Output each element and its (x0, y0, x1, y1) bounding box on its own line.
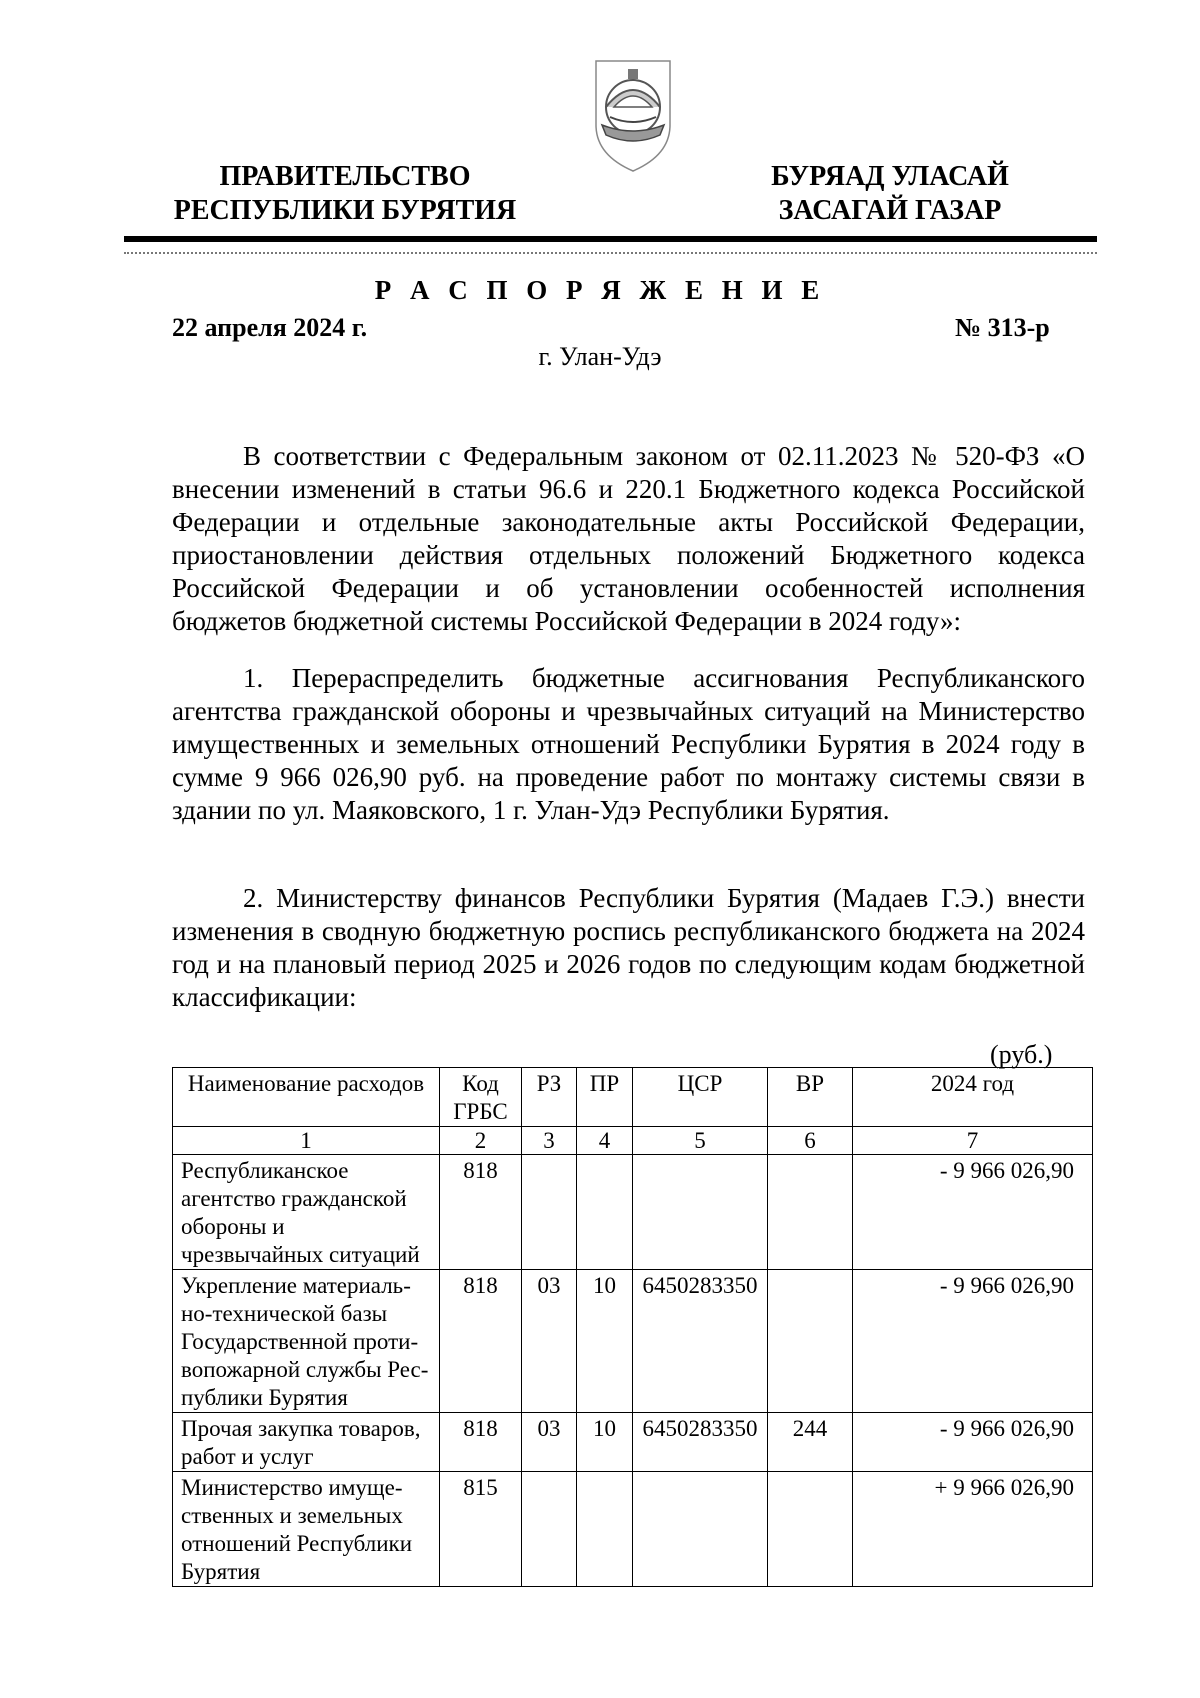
rz-cell: 03 (522, 1413, 577, 1472)
header-divider-thin (124, 252, 1097, 254)
grbs-cell: 818 (440, 1270, 522, 1413)
government-name-buryat (740, 160, 1040, 228)
pr-cell (577, 1155, 633, 1270)
column-number: 6 (768, 1127, 853, 1155)
table-unit-label: (руб.) (990, 1040, 1053, 1069)
table-row (173, 1270, 1093, 1413)
column-number: 3 (522, 1127, 577, 1155)
header-divider-thick (124, 236, 1097, 242)
expense-name-cell: Министерство имущественных и земельных отношений Республики Бурятия (173, 1472, 440, 1587)
government-name-russian (160, 160, 530, 228)
vr-cell (768, 1472, 853, 1587)
budget-table (172, 1067, 1093, 1587)
column-number: 7 (853, 1127, 1093, 1155)
clause-1-paragraph: 1. Перераспределить бюджетные ассигнования Республиканского агентства гражданской обороны и чрезвычайных ситуаций на Министерство имущественных и земельных отношений Республики Бурятия в 2024 году в сумме 9 966 026,90 руб. на проведение работ по монтажу системы связи в здании по ул. Маяковского, 1 г. Улан-Удэ Республики Бурятия. (172, 663, 1085, 825)
vr-cell (768, 1155, 853, 1270)
csr-cell (633, 1472, 768, 1587)
column-number: 5 (633, 1127, 768, 1155)
expense-name-cell: Республиканское агентство гражданской обороны и чрезвычайных ситуаций (173, 1155, 440, 1270)
table-row (173, 1413, 1093, 1472)
document-title: Р А С П О Р Я Ж Е Н И Е (374, 275, 826, 305)
pr-cell: 10 (577, 1270, 633, 1413)
grbs-cell: 815 (440, 1472, 522, 1587)
table-row (173, 1472, 1093, 1587)
document-number: № 313-р (955, 313, 1050, 342)
header-csr: ЦСР (633, 1068, 768, 1127)
preamble-paragraph: В соответствии с Федеральным законом от 02.11.2023 № 520-ФЗ «О внесении изменений в статьи 96.6 и 220.1 Бюджетного кодекса Российской Федерации и отдельные законодательные акты Российской Федерации, приостановлении действия отдельных положений Бюджетного кодекса Российской Федерации и об установлении особенностей исполнения бюджетов бюджетной системы Российской Федерации в 2024 году»: (172, 441, 1085, 636)
column-number-row (173, 1127, 1093, 1155)
expense-name-cell: Прочая закупка товаров, работ и услуг (173, 1413, 440, 1472)
document-city: г. Улан-Удэ (538, 342, 662, 371)
column-number: 4 (577, 1127, 633, 1155)
table-header-row (173, 1068, 1093, 1127)
government-name-line-1: ПРАВИТЕЛЬСТВО (219, 161, 471, 192)
csr-cell: 6450283350 (633, 1270, 768, 1413)
rz-cell (522, 1472, 577, 1587)
government-name-buryat-line-2: ЗАСАГАЙ ГАЗАР (778, 195, 1002, 226)
amount-cell: - 9 966 026,90 (853, 1413, 1093, 1472)
header-rz: РЗ (522, 1068, 577, 1127)
header-year-2024: 2024 год (853, 1068, 1093, 1127)
header-grbs: Код ГРБС (440, 1068, 522, 1127)
table-row (173, 1155, 1093, 1270)
header-vr: ВР (768, 1068, 853, 1127)
government-name-buryat-line-1: БУРЯАД УЛАСАЙ (771, 161, 1009, 192)
column-number: 2 (440, 1127, 522, 1155)
vr-cell (768, 1270, 853, 1413)
amount-cell: - 9 966 026,90 (853, 1270, 1093, 1413)
coat-of-arms-icon (588, 55, 678, 175)
pr-cell: 10 (577, 1413, 633, 1472)
header-pr: ПР (577, 1068, 633, 1127)
grbs-cell: 818 (440, 1155, 522, 1270)
clause-2-paragraph: 2. Министерству финансов Республики Бурятия (Мадаев Г.Э.) внести изменения в сводную бюджетную роспись республиканского бюджета на 2024 год и на плановый период 2025 и 2026 годов по следующим кодам бюджетной классификации: (172, 883, 1085, 1012)
grbs-cell: 818 (440, 1413, 522, 1472)
vr-cell: 244 (768, 1413, 853, 1472)
expense-name-cell: Укрепление материально-технической базы Государственной противопожарной службы Республики Бурятия (173, 1270, 440, 1413)
government-name-line-2: РЕСПУБЛИКИ БУРЯТИЯ (173, 195, 517, 226)
amount-cell: - 9 966 026,90 (853, 1155, 1093, 1270)
column-number: 1 (173, 1127, 440, 1155)
header-expense-name: Наименование расходов (173, 1068, 440, 1127)
csr-cell (633, 1155, 768, 1270)
amount-cell: + 9 966 026,90 (853, 1472, 1093, 1587)
rz-cell (522, 1155, 577, 1270)
pr-cell (577, 1472, 633, 1587)
rz-cell: 03 (522, 1270, 577, 1413)
csr-cell: 6450283350 (633, 1413, 768, 1472)
document-date: 22 апреля 2024 г. (172, 313, 368, 342)
